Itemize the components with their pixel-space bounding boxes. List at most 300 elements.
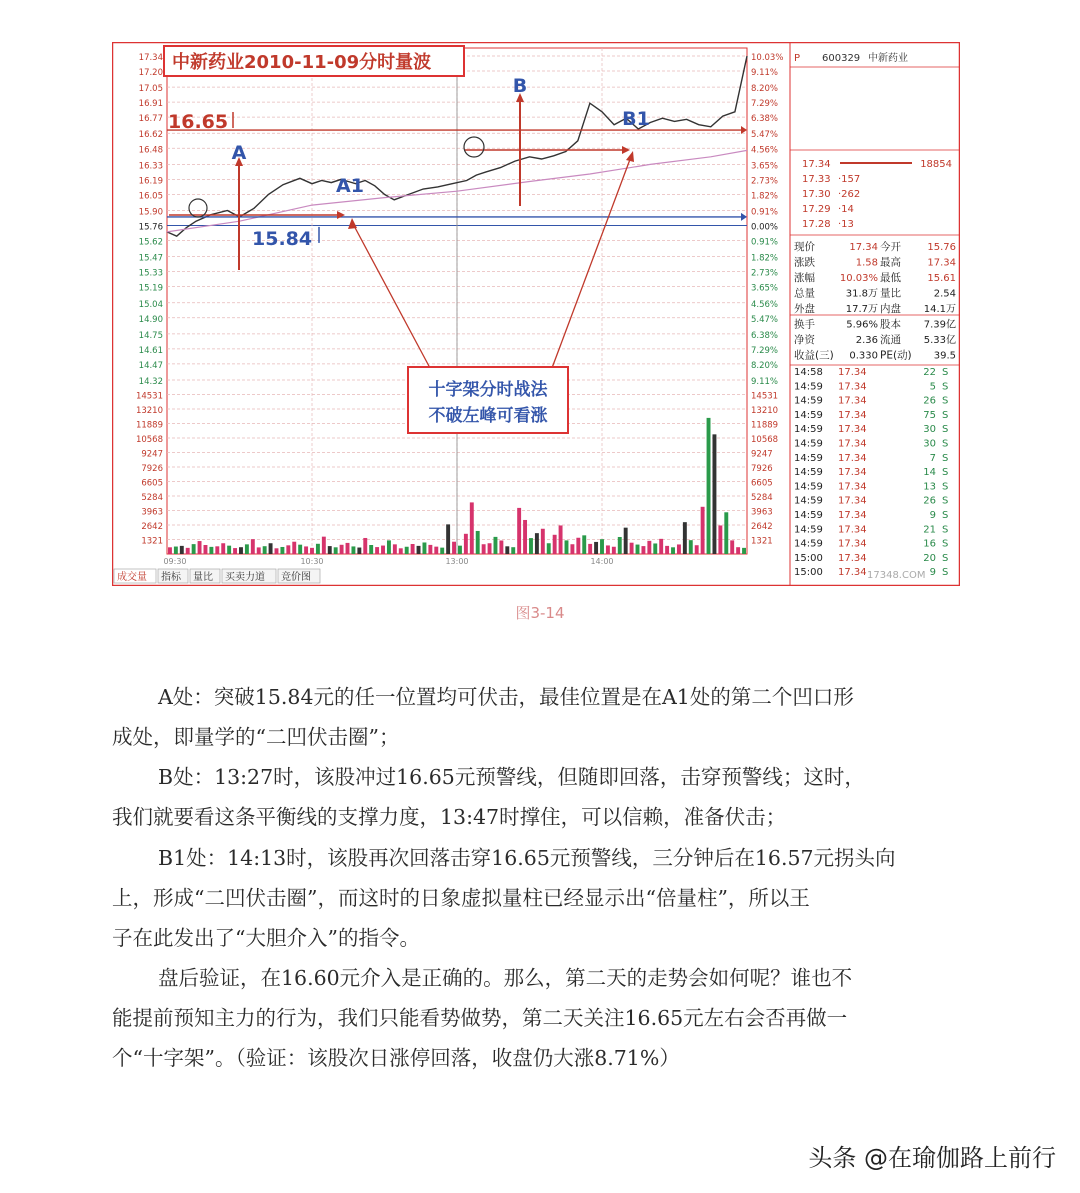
bottom-tab-label: 量比 xyxy=(193,572,213,583)
bid-volume: ·157 xyxy=(838,174,861,185)
volume-bar xyxy=(630,543,634,554)
trade-time: 14:59 xyxy=(794,381,823,393)
volume-tick-label-right: 14531 xyxy=(751,391,779,402)
volume-bar xyxy=(209,547,213,554)
volume-bar xyxy=(322,537,326,554)
volume-tick-label-right: 7926 xyxy=(751,464,773,474)
stat-key: 内盘 xyxy=(880,303,901,315)
trade-volume: 75 xyxy=(923,409,936,421)
stat-key: 涨跌 xyxy=(794,256,815,269)
volume-bar xyxy=(334,547,338,554)
trade-side: S xyxy=(942,395,949,407)
volume-tick-label: 10568 xyxy=(135,435,163,445)
volume-bar xyxy=(215,546,219,554)
percent-tick-label: 5.47% xyxy=(751,130,779,141)
trade-side: S xyxy=(942,409,949,421)
volume-bar xyxy=(204,545,208,554)
volume-bar xyxy=(553,535,557,554)
volume-bar xyxy=(476,531,480,554)
price-label-1665: 16.65 xyxy=(168,111,229,134)
chart-title: 中新药业2010-11-09分时量波 xyxy=(172,52,432,73)
stat-key: 换手 xyxy=(794,318,815,331)
volume-bar xyxy=(399,548,403,554)
trade-price: 17.34 xyxy=(838,452,867,464)
percent-tick-label: 3.65% xyxy=(751,283,779,294)
stock-name: 中新药业 xyxy=(868,53,908,64)
label-b: B xyxy=(512,75,528,97)
volume-bar xyxy=(683,522,687,554)
trade-side: S xyxy=(942,438,949,450)
trade-time: 14:59 xyxy=(794,452,823,464)
price-tick-label: 15.90 xyxy=(138,207,163,218)
volume-bar xyxy=(701,507,705,554)
trade-side: S xyxy=(942,467,949,479)
volume-bar xyxy=(499,540,503,554)
volume-bar xyxy=(458,546,462,554)
volume-bar xyxy=(280,547,284,554)
stat-key: 涨幅 xyxy=(794,272,815,284)
volume-bar xyxy=(677,544,681,554)
volume-tick-label-right: 11889 xyxy=(751,420,779,431)
trade-volume: 16 xyxy=(923,538,936,550)
trade-time: 14:59 xyxy=(794,510,823,521)
paragraph-line: B处：13:27时，该股冲过16.65元预警线，但随即回落，击穿预警线；这时， xyxy=(158,765,865,789)
trade-volume: 9 xyxy=(929,510,936,521)
volume-bar xyxy=(422,542,426,554)
percent-tick-label: 5.47% xyxy=(751,314,779,325)
time-tick-label: 10:30 xyxy=(300,557,324,566)
volume-bar xyxy=(351,546,355,554)
volume-bar xyxy=(494,537,498,554)
volume-bar xyxy=(417,546,421,554)
volume-bar xyxy=(298,545,302,554)
volume-bar xyxy=(570,544,574,554)
trade-side: S xyxy=(942,452,949,464)
volume-bar xyxy=(328,546,332,554)
paragraph-b xyxy=(112,757,962,837)
percent-tick-label: 0.00% xyxy=(751,222,779,233)
volume-bar xyxy=(186,548,190,554)
paragraph-b1 xyxy=(112,838,962,958)
percent-tick-label: 1.82% xyxy=(751,191,779,202)
volume-bar xyxy=(671,547,675,554)
trade-time: 15:00 xyxy=(794,552,823,564)
trade-time: 14:58 xyxy=(794,367,823,378)
bid-price: 17.34 xyxy=(802,159,831,170)
volume-bar xyxy=(233,548,237,554)
volume-bar xyxy=(647,541,651,554)
volume-bar xyxy=(239,547,243,554)
volume-bar xyxy=(624,528,628,554)
bottom-tab-label: 竞价图 xyxy=(281,572,311,583)
volume-bar xyxy=(346,543,350,554)
stat-key: PE(动) xyxy=(880,349,912,362)
volume-bar xyxy=(393,544,397,554)
volume-tick-label-right: 5284 xyxy=(751,493,773,503)
bid-volume: 18854 xyxy=(920,159,952,170)
volume-tick-label-right: 13210 xyxy=(751,406,779,416)
price-tick-label: 17.20 xyxy=(138,68,163,79)
trade-price: 17.34 xyxy=(838,467,867,479)
volume-bar xyxy=(340,545,344,554)
author-watermark: 头条 @在瑜伽路上前行 xyxy=(808,1144,1056,1172)
bottom-tab-label: 成交量 xyxy=(117,572,147,583)
trade-price: 17.34 xyxy=(838,481,867,493)
volume-bar xyxy=(275,548,279,554)
stock-code: 600329 xyxy=(822,53,861,64)
stat-key: 外盘 xyxy=(794,303,815,315)
time-tick-label: 09:30 xyxy=(163,557,187,566)
volume-bar xyxy=(547,543,551,554)
volume-bar xyxy=(606,545,610,554)
price-tick-label: 15.76 xyxy=(138,222,163,233)
volume-bar xyxy=(174,547,178,554)
volume-tick-label: 11889 xyxy=(135,420,163,431)
volume-bar xyxy=(363,538,367,554)
trade-volume: 5 xyxy=(929,381,936,393)
paragraph-line: 上，形成“二凹伏击圈”，而这时的日象虚拟量柱已经显示出“倍量柱”，所以王 xyxy=(112,886,810,910)
price-tick-label: 16.05 xyxy=(138,191,163,202)
volume-bar xyxy=(653,543,657,554)
intraday-chart xyxy=(112,42,960,586)
stat-key: 收益(三) xyxy=(794,349,834,362)
percent-tick-label: 8.20% xyxy=(751,84,779,95)
volume-tick-label-right: 3963 xyxy=(751,507,773,518)
percent-tick-label: 1.82% xyxy=(751,253,779,264)
trade-time: 14:59 xyxy=(794,438,823,450)
volume-tick-label: 5284 xyxy=(141,493,163,503)
volume-bar xyxy=(375,547,379,554)
price-tick-label: 16.91 xyxy=(138,99,163,110)
trade-volume: 30 xyxy=(923,438,936,450)
stat-value: 0.330 xyxy=(849,350,878,362)
volume-bar xyxy=(689,540,693,554)
stat-value: 5.96% xyxy=(846,319,878,331)
stat-value: 2.54 xyxy=(933,288,956,300)
trade-time: 14:59 xyxy=(794,481,823,493)
volume-bar xyxy=(707,418,711,554)
stat-key: 最低 xyxy=(880,272,901,284)
trade-side: S xyxy=(942,367,949,378)
trade-price: 17.34 xyxy=(838,395,867,407)
bid-volume: ·262 xyxy=(838,189,861,200)
paragraph-verify xyxy=(112,958,962,1078)
volume-tick-label-right: 2642 xyxy=(751,522,773,532)
trade-price: 17.34 xyxy=(838,409,867,421)
trade-volume: 7 xyxy=(929,452,936,464)
trade-price: 17.34 xyxy=(838,367,867,378)
volume-bar xyxy=(257,547,261,554)
bid-price: 17.29 xyxy=(802,204,831,215)
time-tick-label: 14:00 xyxy=(590,557,614,566)
trade-volume: 20 xyxy=(923,552,936,564)
trade-volume: 9 xyxy=(929,567,936,579)
site-watermark: 17348.COM xyxy=(867,570,926,581)
stat-value: 31.8万 xyxy=(845,288,878,300)
trade-price: 17.34 xyxy=(838,524,867,536)
trade-side: S xyxy=(942,552,949,564)
trade-price: 17.34 xyxy=(838,381,867,393)
volume-tick-label-right: 6605 xyxy=(751,478,773,489)
volume-bar xyxy=(292,542,296,554)
percent-tick-label: 9.11% xyxy=(751,377,779,387)
trade-price: 17.34 xyxy=(838,438,867,450)
volume-tick-label-right: 1321 xyxy=(751,536,773,547)
price-tick-label: 16.33 xyxy=(138,161,163,172)
volume-bar xyxy=(730,540,734,554)
volume-bar xyxy=(357,548,361,554)
stat-key: 量比 xyxy=(880,287,901,300)
volume-tick-label: 7926 xyxy=(141,464,163,474)
stat-value: 15.61 xyxy=(927,273,956,284)
stat-value: 15.76 xyxy=(927,242,956,253)
volume-bar xyxy=(446,524,450,554)
volume-bar xyxy=(742,548,746,554)
trade-price: 17.34 xyxy=(838,538,867,550)
figure-caption: 图3-14 xyxy=(515,604,565,622)
volume-tick-label: 9247 xyxy=(141,449,163,460)
volume-bar xyxy=(718,525,722,554)
chart-svg xyxy=(112,42,960,586)
volume-bar xyxy=(192,544,196,554)
volume-bar xyxy=(434,547,438,554)
trade-price: 17.34 xyxy=(838,567,867,579)
price-tick-label: 15.33 xyxy=(138,268,163,279)
trade-time: 14:59 xyxy=(794,538,823,550)
trade-volume: 21 xyxy=(923,524,936,536)
volume-bar xyxy=(511,547,515,554)
bid-price: 17.33 xyxy=(802,174,831,185)
price-tick-label: 14.32 xyxy=(138,377,163,387)
trade-volume: 30 xyxy=(923,424,936,436)
volume-bar xyxy=(588,544,592,554)
trade-price: 17.34 xyxy=(838,510,867,521)
percent-tick-label: 10.03% xyxy=(751,53,784,63)
trade-time: 14:59 xyxy=(794,395,823,407)
volume-bar xyxy=(724,512,728,554)
volume-tick-label: 14531 xyxy=(135,391,163,402)
paragraph-line: 成处，即量学的“二凹伏击圈”； xyxy=(112,725,400,749)
trade-price: 17.34 xyxy=(838,552,867,564)
volume-bar xyxy=(523,520,527,554)
stat-value: 17.34 xyxy=(849,242,878,253)
trade-time: 14:59 xyxy=(794,495,823,507)
volume-bar xyxy=(559,525,563,554)
percent-tick-label: 9.11% xyxy=(751,68,779,79)
volume-bar xyxy=(517,508,521,554)
volume-bar xyxy=(695,545,699,554)
trade-side: S xyxy=(942,495,949,507)
bid-volume: ·14 xyxy=(838,204,854,215)
volume-bar xyxy=(369,545,373,554)
volume-bar xyxy=(286,545,290,554)
volume-bar xyxy=(245,544,249,554)
paragraph-a xyxy=(112,677,962,757)
trade-volume: 13 xyxy=(923,481,936,493)
volume-tick-label: 3963 xyxy=(141,507,163,518)
trade-side: S xyxy=(942,424,949,436)
volume-bar xyxy=(659,539,663,554)
volume-bar xyxy=(310,548,314,554)
volume-tick-label: 2642 xyxy=(141,522,163,532)
volume-bar xyxy=(529,538,533,554)
price-tick-label: 14.47 xyxy=(138,360,163,371)
callout-line-1: 十字架分时战法 xyxy=(428,380,548,400)
trade-side: S xyxy=(942,510,949,521)
stat-value: 2.36 xyxy=(855,335,878,346)
percent-tick-label: 2.73% xyxy=(751,176,779,187)
trade-side: S xyxy=(942,524,949,536)
volume-bar xyxy=(464,534,468,554)
volume-bar xyxy=(251,539,255,554)
volume-bar xyxy=(505,546,509,554)
trade-volume: 22 xyxy=(923,367,936,378)
stock-tag: P xyxy=(794,53,801,64)
price-tick-label: 16.19 xyxy=(138,176,163,187)
volume-bar xyxy=(600,539,604,554)
trade-side: S xyxy=(942,567,949,579)
percent-tick-label: 0.91% xyxy=(751,237,779,248)
price-tick-label: 17.34 xyxy=(138,53,163,63)
volume-bar xyxy=(168,547,172,554)
percent-tick-label: 7.29% xyxy=(751,345,779,356)
volume-bar xyxy=(452,542,456,554)
price-tick-label: 16.48 xyxy=(138,145,163,156)
volume-bar xyxy=(387,540,391,554)
volume-bar xyxy=(488,543,492,554)
volume-tick-label: 1321 xyxy=(141,536,163,547)
trade-time: 14:59 xyxy=(794,524,823,536)
trade-time: 14:59 xyxy=(794,409,823,421)
paragraph-line: 能提前预知主力的行为，我们只能看势做势，第二天关注16.65元左右会否再做一 xyxy=(112,1006,848,1030)
price-tick-label: 17.05 xyxy=(138,84,163,95)
volume-bar xyxy=(576,538,580,554)
volume-bar xyxy=(180,546,184,554)
volume-bar xyxy=(316,544,320,554)
price-tick-label: 14.61 xyxy=(138,345,163,356)
percent-tick-label: 6.38% xyxy=(751,114,779,125)
trade-side: S xyxy=(942,481,949,493)
volume-bar xyxy=(541,529,545,554)
percent-tick-label: 8.20% xyxy=(751,360,779,371)
price-label-1584: 15.84 xyxy=(252,227,313,250)
percent-tick-label: 4.56% xyxy=(751,145,779,156)
price-tick-label: 16.77 xyxy=(138,114,163,125)
percent-tick-label: 6.38% xyxy=(751,330,779,341)
trade-time: 14:59 xyxy=(794,424,823,436)
price-tick-label: 14.90 xyxy=(138,314,163,325)
volume-bar xyxy=(440,548,444,554)
volume-bar xyxy=(712,434,716,554)
price-tick-label: 15.62 xyxy=(138,237,163,248)
trade-volume: 14 xyxy=(923,467,936,479)
volume-bar xyxy=(482,544,486,554)
stat-key: 股本 xyxy=(880,318,901,331)
volume-bar xyxy=(411,544,415,554)
stat-value: 5.33亿 xyxy=(923,335,956,346)
volume-tick-label-right: 9247 xyxy=(751,449,773,460)
paragraph-line: 盘后验证，在16.60元介入是正确的。那么，第二天的走势会如何呢？谁也不 xyxy=(158,966,853,990)
stat-key: 总量 xyxy=(794,287,815,300)
trade-volume: 26 xyxy=(923,395,936,407)
price-tick-label: 15.04 xyxy=(138,299,163,310)
trade-side: S xyxy=(942,381,949,393)
trade-side: S xyxy=(942,538,949,550)
volume-bar xyxy=(618,537,622,554)
volume-bar xyxy=(221,543,225,554)
stat-key: 今开 xyxy=(880,241,901,253)
stat-value: 39.5 xyxy=(933,350,956,362)
percent-tick-label: 0.91% xyxy=(751,207,779,218)
stat-key: 净资 xyxy=(794,334,815,346)
bid-volume: ·13 xyxy=(838,219,854,230)
callout-line-2: 不破左峰可看涨 xyxy=(428,406,548,426)
volume-bar xyxy=(269,543,273,554)
volume-bar xyxy=(263,546,267,554)
paragraph-line: B1处：14:13时，该股再次回落击穿16.65元预警线，三分钟后在16.57元拐头向 xyxy=(158,846,896,870)
percent-tick-label: 7.29% xyxy=(751,99,779,110)
price-tick-label: 16.62 xyxy=(138,130,163,141)
percent-tick-label: 2.73% xyxy=(751,268,779,279)
volume-bar xyxy=(582,535,586,554)
price-tick-label: 15.47 xyxy=(138,253,163,264)
outer-frame xyxy=(113,43,960,586)
stat-key: 现价 xyxy=(794,241,815,253)
volume-bar xyxy=(736,547,740,554)
paragraph-line: 个“十字架”。（验证：该股次日涨停回落，收盘仍大涨8.71%） xyxy=(112,1046,680,1070)
stat-value: 17.34 xyxy=(927,257,956,269)
volume-tick-label: 13210 xyxy=(135,406,163,416)
volume-bar xyxy=(304,546,308,554)
volume-bar xyxy=(381,546,385,554)
label-b1: B1 xyxy=(622,108,650,130)
stat-value: 17.7万 xyxy=(845,304,878,315)
volume-bar xyxy=(636,545,640,554)
paragraph-line: 子在此发出了“大胆介入”的指令。 xyxy=(112,926,420,950)
volume-bar xyxy=(612,547,616,554)
stat-key: 最高 xyxy=(880,256,901,269)
volume-bar xyxy=(565,540,569,554)
label-a1: A1 xyxy=(336,175,364,197)
time-tick-label: 13:00 xyxy=(445,557,469,566)
volume-bar xyxy=(227,546,231,554)
volume-bar xyxy=(428,545,432,554)
label-a: A xyxy=(231,142,247,164)
volume-bar xyxy=(535,533,539,554)
percent-tick-label: 4.56% xyxy=(751,299,779,310)
trade-volume: 26 xyxy=(923,495,936,507)
volume-bar xyxy=(665,546,669,554)
volume-tick-label: 6605 xyxy=(141,478,163,489)
stat-key: 流通 xyxy=(880,334,901,346)
trade-time: 15:00 xyxy=(794,567,823,579)
volume-bar xyxy=(405,547,409,554)
bid-price: 17.30 xyxy=(802,189,831,200)
trade-time: 14:59 xyxy=(794,467,823,479)
paragraph-line: 我们就要看这条平衡线的支撑力度，13:47时撑住，可以信赖，准备伏击； xyxy=(112,805,787,829)
price-tick-label: 14.75 xyxy=(138,330,163,341)
stat-value: 10.03% xyxy=(839,273,878,284)
trade-price: 17.34 xyxy=(838,495,867,507)
volume-bar xyxy=(198,541,202,554)
paragraph-line: A处：突破15.84元的任一位置均可伏击，最佳位置是在A1处的第二个凹口形 xyxy=(158,685,854,709)
volume-tick-label-right: 10568 xyxy=(751,435,779,445)
price-tick-label: 15.19 xyxy=(138,283,163,294)
bottom-tab-label: 指标 xyxy=(161,572,181,583)
stat-value: 7.39亿 xyxy=(923,319,956,331)
bottom-tab-label: 买卖力道 xyxy=(225,572,265,583)
stat-value: 14.1万 xyxy=(923,304,956,315)
